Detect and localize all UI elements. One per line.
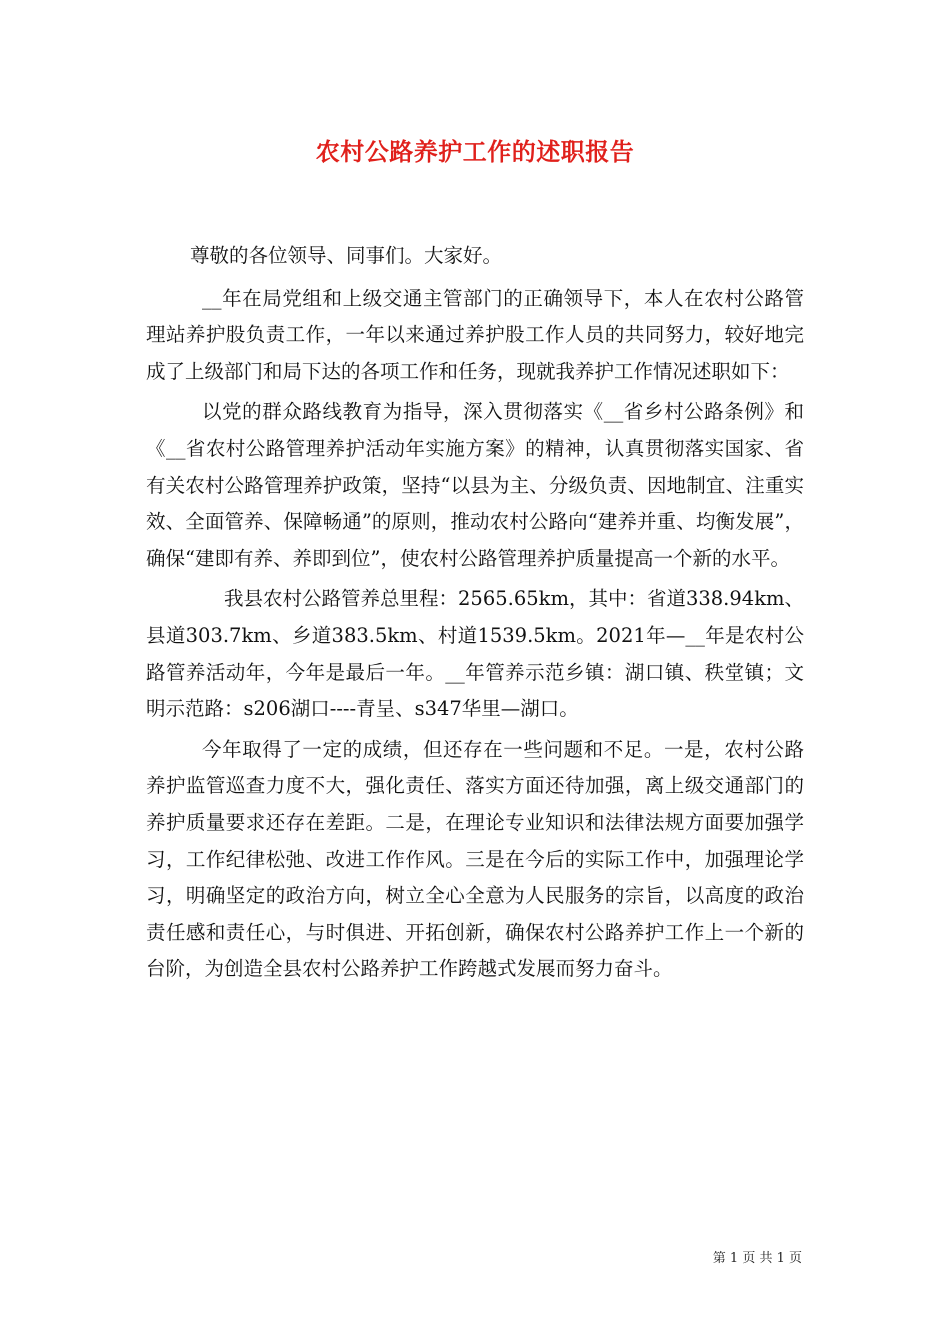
summary-paragraph: 今年取得了一定的成绩，但还存在一些问题和不足。一是，农村公路养护监管巡查力度不大，强化责任、落实方面还待加强，离上级交通部门的养护质量要求还存在差距。二是，在理论专业知识和法律法规方面要加强学习，工作纪律松弛、改进工作作风。三是在今后的实际工作中，加强理论学习，明确坚定的政治方向，树立全心全意为人民服务的宗旨，以高度的政治责任感和责任心，与时俱进、开拓创新，确保农村公路养护工作上一个新的台阶，为创造全县农村公路养护工作跨越式发展而努力奋斗。 [146,737,804,981]
policy-paragraph: 以党的群众路线教育为指导，深入贯彻落实《__省乡村公路条例》和《__省农村公路管理养护活动年实施方案》的精神，认真贯彻落实国家、省有关农村公路管理养护政策，坚持“以县为主、分级负责、因地制宜、注重实效、全面管养、保障畅通”的原则，推动农村公路向“建养并重、均衡发展”，确保“建即有养、养即到位”，使农村公路管理养护质量提高一个新的水平。 [146,400,804,570]
intro-paragraph: __年在局党组和上级交通主管部门的正确领导下，本人在农村公路管理站养护股负责工作，一年以来通过养护股工作人员的共同努力，较好地完成了上级部门和局下达的各项工作和任务，现就我养护工作情况述职如下： [146,286,804,383]
page-number-footer: 第 1 页 共 1 页 [712,1251,802,1266]
document-body [146,238,804,992]
mileage-paragraph: 我县农村公路管养总里程：2565.65km，其中：省道338.94km、县道303.7km、乡道383.5km、村道1539.5km。2021年—__年是农村公路管养活动年，今年是最后一年。__年管养示范乡镇：湖口镇、秩堂镇；文明示范路：s206湖口----青呈、s347华里—湖口。 [146,587,804,721]
document-title: 农村公路养护工作的述职报告 [315,137,635,166]
greeting-paragraph: 尊敬的各位领导、同事们。大家好。 [190,244,503,267]
